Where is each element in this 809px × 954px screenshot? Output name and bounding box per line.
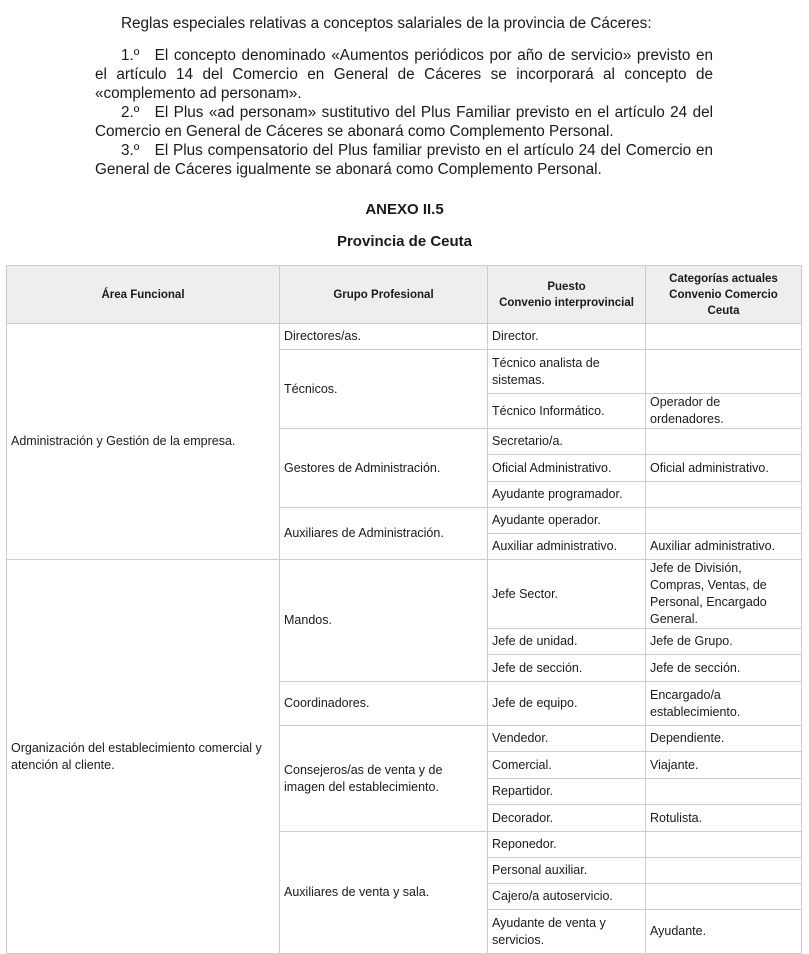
puesto-cell: Decorador.: [488, 805, 646, 832]
puesto-cell: Cajero/a autoservicio.: [488, 884, 646, 910]
header-categorias: Categorías actuales Convenio Comercio Ceuta: [646, 266, 802, 324]
categoria-cell: [646, 350, 802, 394]
puesto-cell: Técnico Informático.: [488, 394, 646, 429]
categoria-cell: Viajante.: [646, 752, 802, 779]
header-area: Área Funcional: [7, 266, 280, 324]
categoria-cell: Oficial administrativo.: [646, 455, 802, 482]
rule-3: 3.º El Plus compensatorio del Plus familiar previsto en el artículo 24 del Comercio en General de Cáceres igualmente se abonará como Complemento Personal.: [95, 142, 713, 178]
group-cell: Gestores de Administración.: [280, 429, 488, 508]
area-cell: Administración y Gestión de la empresa.: [7, 324, 280, 560]
puesto-cell: Jefe Sector.: [488, 560, 646, 629]
table-row: [7, 324, 802, 350]
group-cell: Directores/as.: [280, 324, 488, 350]
puesto-cell: Repartidor.: [488, 779, 646, 805]
categoria-cell: Jefe de División, Compras, Ventas, de Personal, Encargado General.: [646, 560, 802, 629]
puesto-cell: Reponedor.: [488, 832, 646, 858]
puesto-cell: Secretario/a.: [488, 429, 646, 455]
categoria-cell: [646, 779, 802, 805]
categoria-cell: Auxiliar administrativo.: [646, 534, 802, 560]
header-puesto: Puesto Convenio interprovincial: [488, 266, 646, 324]
puesto-cell: Comercial.: [488, 752, 646, 779]
intro-section: [95, 14, 713, 179]
group-cell: Mandos.: [280, 560, 488, 682]
table-header-row: [7, 266, 802, 324]
puesto-cell: Jefe de sección.: [488, 655, 646, 682]
puesto-cell: Auxiliar administrativo.: [488, 534, 646, 560]
header-grupo: Grupo Profesional: [280, 266, 488, 324]
annex-title: ANEXO II.5: [365, 201, 444, 218]
table-row: [7, 560, 802, 629]
categoria-cell: Jefe de Grupo.: [646, 629, 802, 655]
puesto-cell: Jefe de unidad.: [488, 629, 646, 655]
puesto-cell: Técnico analista de sistemas.: [488, 350, 646, 394]
puesto-cell: Oficial Administrativo.: [488, 455, 646, 482]
puesto-cell: Ayudante operador.: [488, 508, 646, 534]
categoria-cell: [646, 832, 802, 858]
puesto-cell: Jefe de equipo.: [488, 682, 646, 726]
puesto-cell: Director.: [488, 324, 646, 350]
group-cell: Auxiliares de Administración.: [280, 508, 488, 560]
categoria-cell: [646, 429, 802, 455]
categoria-cell: [646, 858, 802, 884]
annex-subtitle: Provincia de Ceuta: [336, 233, 473, 250]
categoria-cell: Rotulista.: [646, 805, 802, 832]
categoria-cell: Dependiente.: [646, 726, 802, 752]
group-cell: Técnicos.: [280, 350, 488, 429]
categoria-cell: [646, 324, 802, 350]
group-cell: Auxiliares de venta y sala.: [280, 832, 488, 954]
classification-table: [6, 265, 802, 954]
categoria-cell: [646, 508, 802, 534]
puesto-cell: Ayudante de venta y servicios.: [488, 910, 646, 954]
categoria-cell: Encargado/a establecimiento.: [646, 682, 802, 726]
categoria-cell: Ayudante.: [646, 910, 802, 954]
categoria-cell: [646, 482, 802, 508]
area-cell: Organización del establecimiento comercial y atención al cliente.: [7, 560, 280, 954]
intro-lead: Reglas especiales relativas a conceptos salariales de la provincia de Cáceres:: [121, 15, 652, 32]
puesto-cell: Vendedor.: [488, 726, 646, 752]
rule-1: 1.º El concepto denominado «Aumentos periódicos por año de servicio» previsto en el artículo 14 del Comercio en General de Cáceres se incorporará al concepto de «complemento ad personam».: [95, 47, 713, 102]
group-cell: Consejeros/as de venta y de imagen del establecimiento.: [280, 726, 488, 832]
puesto-cell: Ayudante programador.: [488, 482, 646, 508]
group-cell: Coordinadores.: [280, 682, 488, 726]
categoria-cell: [646, 884, 802, 910]
categoria-cell: Jefe de sección.: [646, 655, 802, 682]
rule-2: 2.º El Plus «ad personam» sustitutivo del Plus Familiar previsto en el artículo 24 del Comercio en General de Cáceres se abonará como Complemento Personal.: [95, 104, 713, 140]
puesto-cell: Personal auxiliar.: [488, 858, 646, 884]
categoria-cell: Operador de ordenadores.: [646, 394, 802, 429]
